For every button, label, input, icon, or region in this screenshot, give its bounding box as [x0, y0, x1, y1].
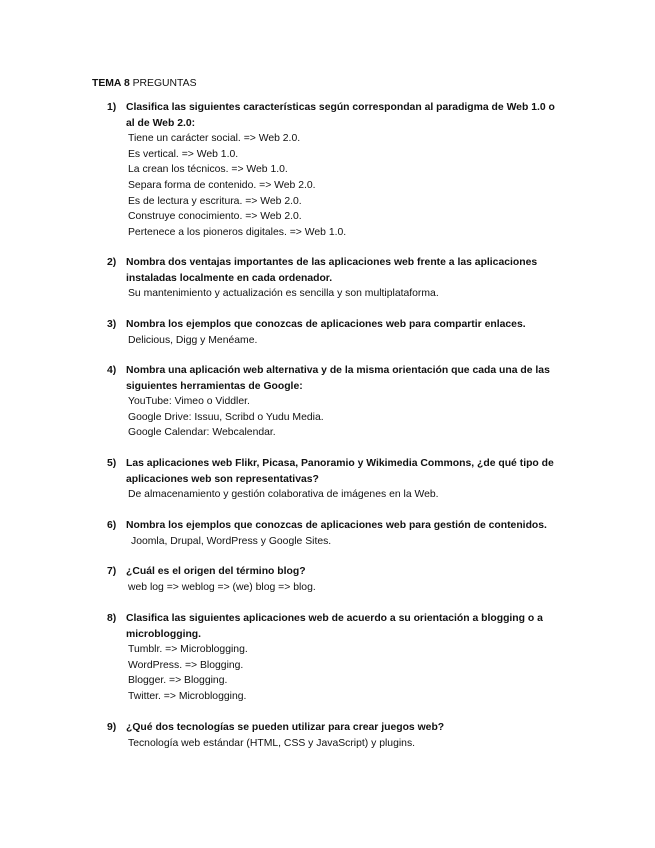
question-text: Clasifica las siguientes características según correspondan al paradigma de Web 1.0 o al de Web 2.0: [126, 102, 555, 129]
answer-line: Google Calendar: Webcalendar. [128, 427, 276, 439]
question-number: 8) [107, 613, 117, 624]
answer-line: Joomla, Drupal, WordPress y Google Sites. [131, 535, 332, 547]
question-text: Nombra los ejemplos que conozcas de aplicaciones web para compartir enlaces. [126, 319, 526, 330]
question-number: 4) [107, 365, 117, 376]
answer-list [128, 736, 557, 752]
question-1 [107, 100, 557, 240]
question-2 [107, 255, 557, 302]
answer-line: Es de lectura y escritura. => Web 2.0. [128, 195, 302, 207]
answer-list [128, 487, 557, 503]
question-text: ¿Cuál es el origen del término blog? [126, 566, 306, 577]
answer-list [128, 286, 557, 302]
title-bold: TEMA 8 [92, 78, 130, 89]
document-title [92, 76, 197, 92]
question-number: 9) [107, 722, 117, 733]
question-text: Nombra los ejemplos que conozcas de aplicaciones web para gestión de contenidos. [126, 520, 547, 531]
question-number: 6) [107, 520, 117, 531]
answer-line: Twitter. => Microblogging. [128, 690, 247, 702]
title-rest: PREGUNTAS [129, 78, 197, 89]
answer-line: Su mantenimiento y actualización es sencilla y son multiplataforma. [128, 288, 439, 300]
question-text: Nombra una aplicación web alternativa y de la misma orientación que cada una de las siguientes herramientas de Google: [126, 365, 550, 392]
question-9 [107, 720, 557, 751]
question-text: Clasifica las siguientes aplicaciones web de acuerdo a su orientación a blogging o a microblogging. [126, 613, 543, 640]
question-number: 3) [107, 319, 117, 330]
answer-list [128, 131, 557, 240]
answer-line: Blogger. => Blogging. [128, 675, 228, 687]
question-8 [107, 611, 557, 705]
answer-list [128, 580, 557, 596]
answer-line: Google Drive: Issuu, Scribd o Yudu Media. [128, 411, 324, 423]
answer-line: La crean los técnicos. => Web 1.0. [128, 164, 288, 176]
question-6 [107, 518, 557, 549]
answer-list [128, 642, 557, 704]
question-text: Las aplicaciones web Flikr, Picasa, Panoramio y Wikimedia Commons, ¿de qué tipo de aplicaciones web son representativas? [126, 458, 554, 485]
question-4 [107, 363, 557, 441]
answer-line: Es vertical. => Web 1.0. [128, 148, 239, 160]
question-number: 2) [107, 257, 117, 268]
answer-line: Delicious, Digg y Menéame. [128, 334, 258, 346]
answer-line: YouTube: Vimeo o Viddler. [128, 396, 250, 408]
answer-line: Construye conocimiento. => Web 2.0. [128, 211, 302, 223]
question-3 [107, 317, 557, 348]
question-number: 5) [107, 458, 117, 469]
question-number: 7) [107, 566, 117, 577]
answer-list [131, 534, 557, 550]
answer-list [128, 333, 557, 349]
answer-line: Pertenece a los pioneros digitales. => Web 1.0. [128, 226, 347, 238]
answer-line: De almacenamiento y gestión colaborativa de imágenes en la Web. [128, 489, 439, 501]
answer-line: Tiene un carácter social. => Web 2.0. [128, 133, 301, 145]
question-number: 1) [107, 102, 117, 113]
answer-line: Separa forma de contenido. => Web 2.0. [128, 179, 316, 191]
answer-line: Tumblr. => Microblogging. [128, 644, 248, 656]
answer-line: Tecnología web estándar (HTML, CSS y JavaScript) y plugins. [128, 737, 416, 749]
question-text: ¿Qué dos tecnologías se pueden utilizar para crear juegos web? [126, 722, 445, 733]
answer-line: web log => weblog => (we) blog => blog. [128, 581, 316, 593]
answer-list [128, 394, 557, 441]
answer-line: WordPress. => Blogging. [128, 659, 244, 671]
question-7 [107, 564, 557, 595]
question-text: Nombra dos ventajas importantes de las aplicaciones web frente a las aplicaciones instaladas localmente en cada ordenador. [126, 257, 538, 284]
question-5 [107, 456, 557, 503]
